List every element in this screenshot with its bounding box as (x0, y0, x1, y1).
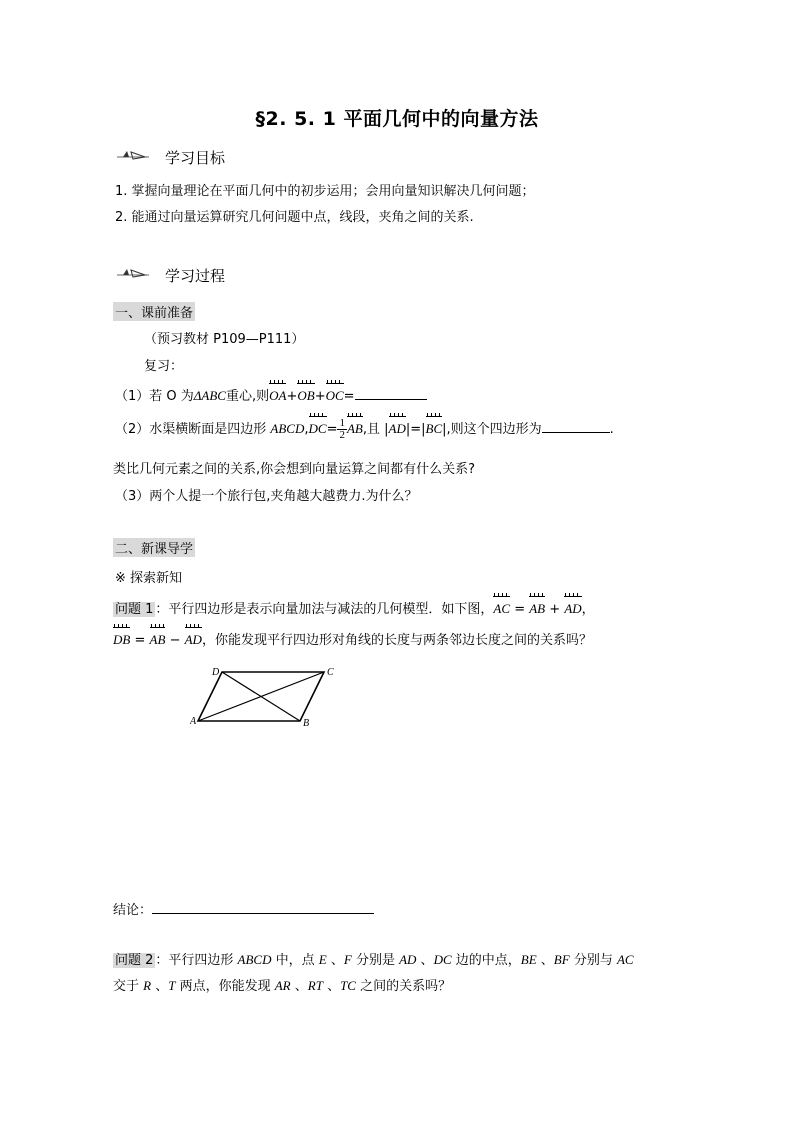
review-question-1: （1）若 O 为ΔABC重心,则OA+OB+OC= (115, 385, 427, 404)
fraction-half: $\frac{1}{2}$ (339, 417, 345, 441)
vertex-label-c: C (327, 667, 334, 678)
objective-item-1: 1. 掌握向量理论在平面几何中的初步运用；会用向量知识解决几何问题； (115, 184, 535, 199)
answer-blank[interactable] (355, 399, 427, 400)
analogy-prompt: 类比几何元素之间的关系,你会想到向量运算之间都有什么关系? (113, 462, 476, 477)
preview-note: （预习教材 P109—P111） (144, 332, 305, 347)
vertex-label-b: B (303, 718, 310, 728)
review-label: 复习： (144, 359, 184, 374)
review-question-3: （3）两个人提一个旅行包,夹角越大越费力.为什么？ (115, 489, 418, 504)
answer-blank[interactable] (542, 432, 610, 433)
pen-icon (115, 266, 151, 280)
pen-icon (115, 148, 151, 162)
vertex-label-d: D (212, 667, 220, 678)
objectives-heading: 学习目标 (165, 149, 226, 167)
review-question-2: （2）水渠横断面是四边形 ABCD,DC= $\frac{1}{2}$ AB,且 |AD|=|BC|,则这个四边形为 . (115, 417, 614, 441)
process-heading: 学习过程 (165, 267, 226, 285)
objective-item-2: 2. 能通过向量运算研究几何问题中点，线段，夹角之间的关系. (115, 210, 474, 225)
part2-heading: 二、新课导学 (113, 538, 195, 557)
problem-2-line-2: 交于 R 、T 两点，你能发现 AR 、RT 、TC 之间的关系吗？ (113, 978, 452, 994)
problem-1-line-1: 问题 1 ：平行四边形是表示向量加法与减法的几何模型．如下图，AC = AB + AD， (115, 601, 595, 617)
conclusion-line: 结论： (113, 899, 374, 918)
problem-2-line-1: 问题 2 ：平行四边形 ABCD 中，点 E 、F 分别是 AD 、DC 边的中点，BE 、BF 分别与 AC (115, 952, 634, 968)
conclusion-blank[interactable] (152, 913, 374, 914)
page-title: §2. 5. 1 平面几何中的向量方法 (255, 108, 539, 130)
part1-heading: 一、课前准备 (113, 302, 195, 321)
problem-1-line-2: DB = AB − AD，你能发现平行四边形对角线的长度与两条邻边长度之间的关系吗？ (113, 632, 592, 648)
vertex-label-a: A (190, 716, 197, 727)
parallelogram-figure (190, 660, 340, 728)
explore-heading: ※ 探索新知 (115, 571, 183, 586)
